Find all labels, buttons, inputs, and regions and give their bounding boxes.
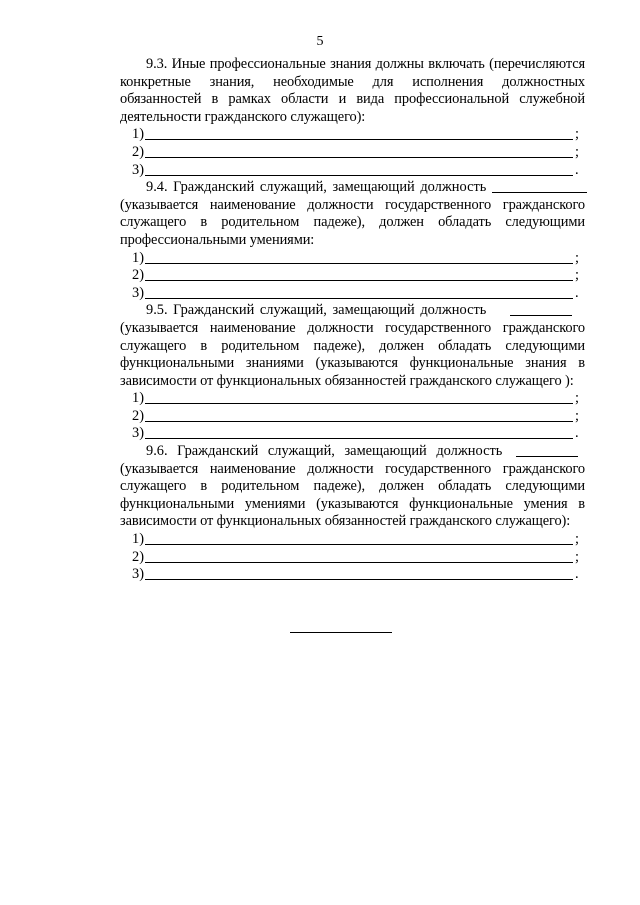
item-number: 1) [132, 126, 144, 143]
item-punctuation: . [575, 284, 579, 301]
section-9-6-item-1 [120, 531, 585, 549]
fill-in-blank[interactable] [145, 561, 573, 563]
fill-in-blank[interactable] [145, 138, 573, 140]
item-number: 1) [132, 390, 144, 407]
fill-in-blank[interactable] [145, 297, 573, 299]
section-heading-text: 9.5. Гражданский служащий, замещающий должность [146, 302, 487, 319]
fill-in-blank[interactable] [145, 437, 573, 439]
item-punctuation: ; [575, 126, 579, 143]
section-9-6-item-2 [120, 549, 585, 567]
item-number: 3) [132, 284, 144, 301]
section-heading-text: 9.4. Гражданский служащий, замещающий должность [146, 179, 487, 196]
section-9-4-text: (указывается наименование должности государственного гражданского служащего в родительном падеже), должен обладать следующими профессиональными умениями: [120, 196, 585, 248]
section-9-5-item-1 [120, 390, 585, 408]
section-9-6-item-3 [120, 566, 585, 584]
fill-in-blank[interactable] [145, 402, 573, 404]
item-number: 3) [132, 161, 144, 178]
item-number: 3) [132, 566, 144, 583]
item-punctuation: ; [575, 143, 579, 160]
fill-in-blank[interactable] [145, 174, 573, 176]
item-number: 2) [132, 143, 144, 160]
section-9-3-text: 9.3. Иные профессиональные знания должны включать (перечисляются конкретные знания, необходимые для исполнения должностных обязанностей в рамках области и вида профессиональной служебной деятельности гражданского служащего): [120, 56, 585, 125]
document-body [120, 56, 585, 584]
section-9-5-heading [120, 302, 585, 320]
item-punctuation: ; [575, 548, 579, 565]
item-punctuation: ; [575, 249, 579, 266]
section-9-5-text: (указывается наименование должности государственного гражданского служащего в родительном падеже), должен обладать следующими функциональными знаниями (указываются функциональные знания в зависимости от функциональных обязанностей гражданского служащего ): [120, 319, 585, 389]
item-number: 1) [132, 531, 144, 548]
fill-in-blank[interactable] [145, 156, 573, 158]
position-blank[interactable] [492, 191, 587, 193]
position-blank[interactable] [516, 455, 578, 457]
item-punctuation: ; [575, 390, 579, 407]
position-blank[interactable] [510, 314, 572, 316]
page-number: 5 [316, 34, 324, 49]
item-punctuation: ; [575, 407, 579, 424]
item-punctuation: ; [575, 267, 579, 284]
fill-in-blank[interactable] [145, 279, 573, 281]
section-9-3-item-2 [120, 144, 585, 162]
item-number: 1) [132, 249, 144, 266]
item-number: 2) [132, 407, 144, 424]
section-9-4-item-1 [120, 250, 585, 268]
section-9-6-heading [120, 443, 585, 461]
fill-in-blank[interactable] [145, 543, 573, 545]
item-number: 2) [132, 548, 144, 565]
item-punctuation: . [575, 161, 579, 178]
item-punctuation: . [575, 425, 579, 442]
item-number: 2) [132, 267, 144, 284]
section-9-4-item-3 [120, 285, 585, 303]
section-9-4-item-2 [120, 267, 585, 285]
section-9-6-text: (указывается наименование должности государственного гражданского служащего в родительном падеже), должен обладать следующими функциональными умениями (указываются функциональные умения в зависимости от функциональных обязанностей гражданского служащего): [120, 460, 585, 530]
end-divider [290, 632, 392, 633]
item-punctuation: ; [575, 531, 579, 548]
item-punctuation: . [575, 566, 579, 583]
fill-in-blank[interactable] [145, 578, 573, 580]
section-9-3-item-3 [120, 162, 585, 180]
fill-in-blank[interactable] [145, 420, 573, 422]
section-9-5-item-3 [120, 425, 585, 443]
item-number: 3) [132, 425, 144, 442]
section-9-5-item-2 [120, 408, 585, 426]
section-9-4-heading [120, 179, 585, 197]
section-heading-text: 9.6. Гражданский служащий, замещающий должность [146, 443, 503, 460]
fill-in-blank[interactable] [145, 262, 573, 264]
section-9-3-item-1 [120, 126, 585, 144]
